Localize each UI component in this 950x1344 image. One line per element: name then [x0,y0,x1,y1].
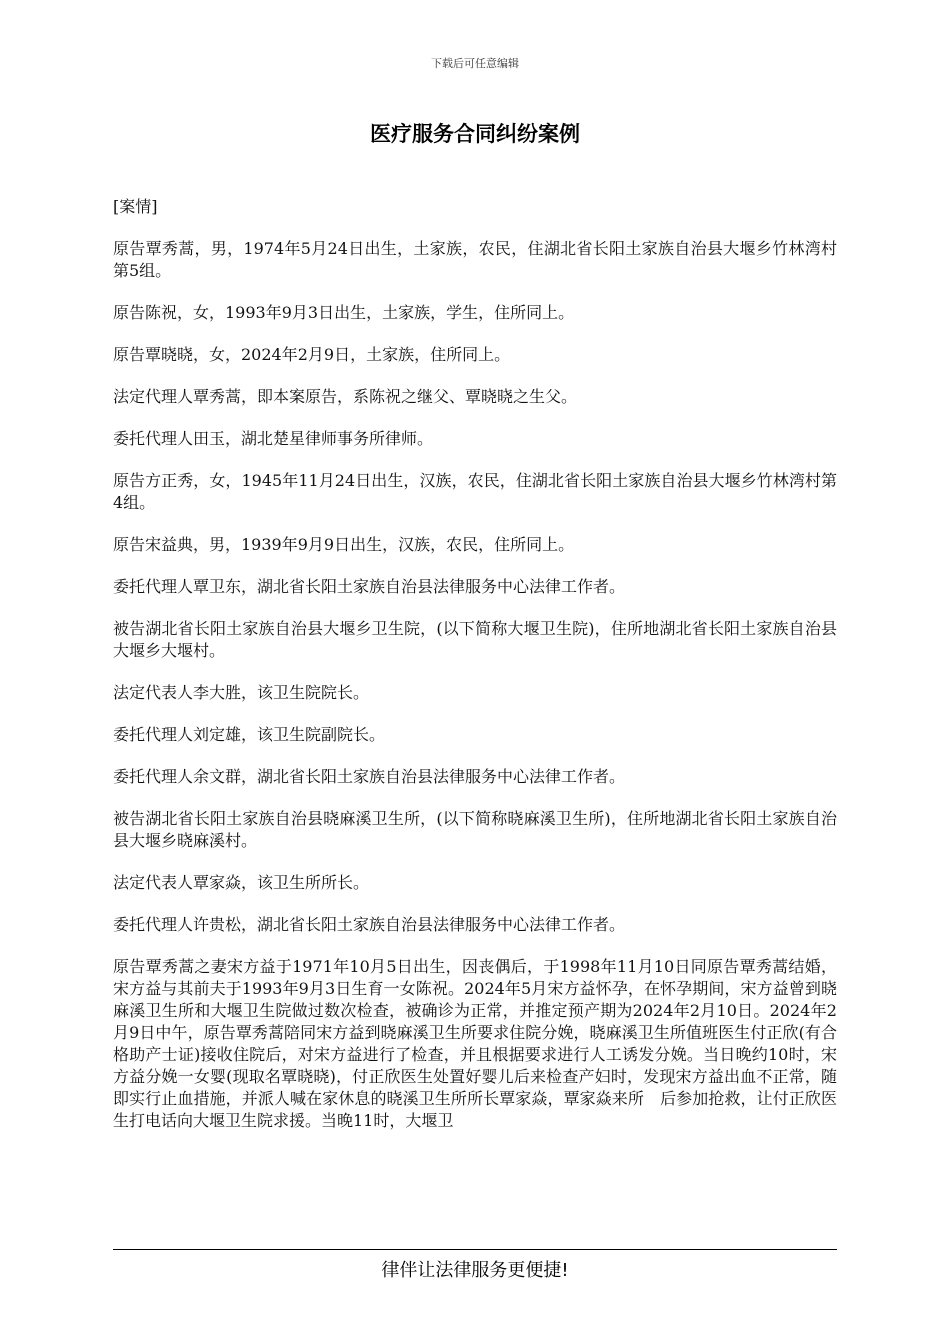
paragraph: 原告覃晓晓，女，2024年2月9日，土家族，住所同上。 [113,345,511,364]
document-title: 医疗服务合同纠纷案例 [370,122,580,146]
paragraph: 被告湖北省长阳土家族自治县大堰乡卫生院，(以下简称大堰卫生院)，住所地湖北省长阳土家族自治县大堰乡大堰村。 [113,619,837,660]
paragraph: 原告覃秀蒿之妻宋方益于1971年10月5日出生，因丧偶后，于1998年11月10日同原告覃秀蒿结婚，宋方益与其前夫于1993年9月3日生育一女陈祝。2024年5月宋方益怀孕，在怀孕期间，宋方益曾到晓麻溪卫生所和大堰卫生院做过数次检查，被确诊为正常，并推定预产期为2024年2月10日。2024年2月9日中午，原告覃秀蒿陪同宋方益到晓麻溪卫生所要求住院分娩，晓麻溪卫生所值班医生付正欣(有合格助产士证)接收住院后，对宋方益进行了检查，并且根据要求进行人工诱发分娩。当日晚约10时，宋方益分娩一女婴(现取名覃晓晓)，付正欣医生处置好婴儿后来检查产妇时，发现宋方益出血不正常，随即实行止血措施，并派人喊在家休息的晓溪卫生所所长覃家焱，覃家焱来所 后参加抢救，让付正欣医生打电话向大堰卫生院求援。当晚11时，大堰卫 [113,957,837,1130]
paragraph: 被告湖北省长阳土家族自治县晓麻溪卫生所，(以下简称晓麻溪卫生所)，住所地湖北省长阳土家族自治县大堰乡晓麻溪村。 [113,809,837,850]
paragraph: 原告方正秀，女，1945年11月24日出生，汉族，农民，住湖北省长阳土家族自治县大堰乡竹林湾村第4组。 [113,471,837,512]
section-heading: [案情] [113,197,158,216]
footer-divider [113,1249,837,1250]
paragraph: 法定代理人覃秀蒿，即本案原告，系陈祝之继父、覃晓晓之生父。 [113,387,578,406]
paragraph: 委托代理人许贵松，湖北省长阳土家族自治县法律服务中心法律工作者。 [113,915,626,934]
paragraph: 委托代理人刘定雄，该卫生院副院长。 [113,725,386,744]
paragraph: 法定代表人覃家焱，该卫生所所长。 [113,873,370,892]
header-note: 下载后可任意编辑 [431,57,519,70]
paragraph: 原告覃秀蒿，男，1974年5月24日出生，土家族，农民，住湖北省长阳土家族自治县大堰乡竹林湾村第5组。 [113,239,837,280]
document-body [113,196,837,1218]
paragraph: 委托代理人田玉，湖北楚星律师事务所律师。 [113,429,434,448]
paragraph: 法定代表人李大胜，该卫生院院长。 [113,683,370,702]
paragraph: 原告陈祝，女，1993年9月3日出生，土家族，学生，住所同上。 [113,303,575,322]
paragraph: 委托代理人覃卫东，湖北省长阳土家族自治县法律服务中心法律工作者。 [113,577,626,596]
footer-slogan: 律伴让法律服务更便捷! [381,1260,569,1281]
paragraph: 委托代理人余文群，湖北省长阳土家族自治县法律服务中心法律工作者。 [113,767,626,786]
paragraph: 原告宋益典，男，1939年9月9日出生，汉族，农民，住所同上。 [113,535,575,554]
